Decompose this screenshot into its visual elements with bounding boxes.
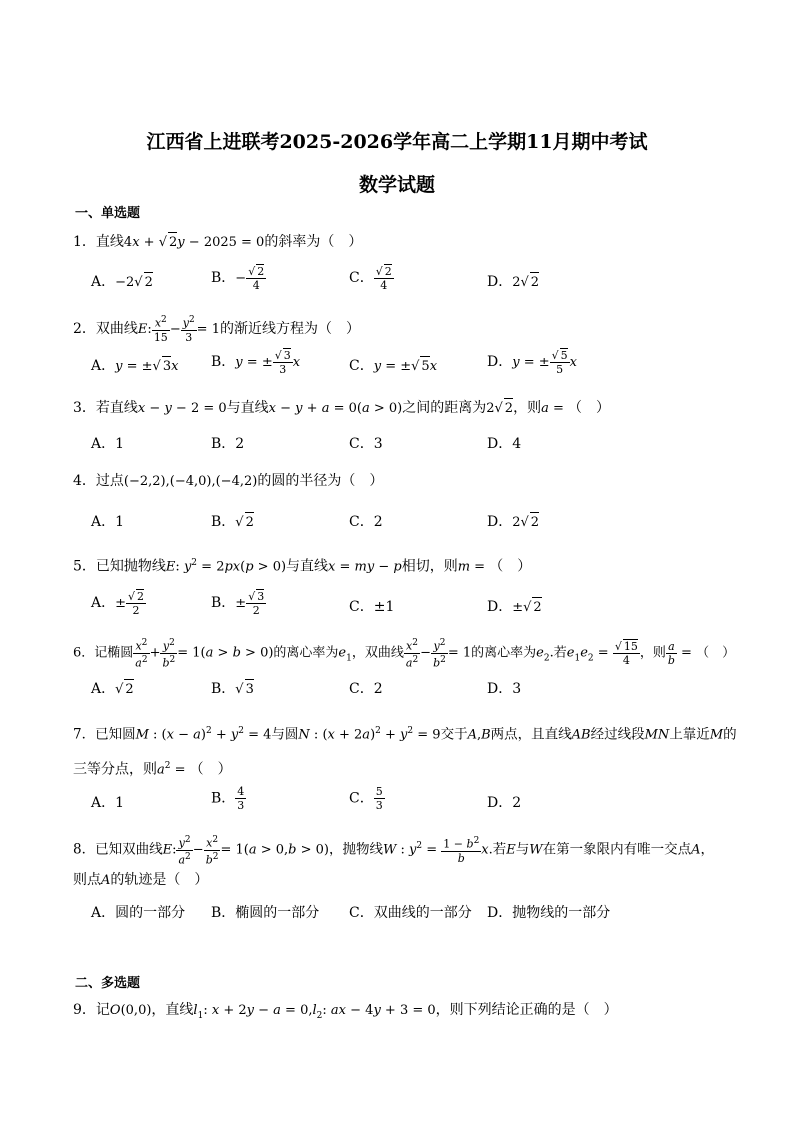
- q3-option-b[interactable]: B．2: [211, 436, 245, 452]
- q4-option-b[interactable]: B．√ 2: [211, 512, 254, 533]
- section-single-choice: 一、单选题: [75, 206, 141, 221]
- q4-option-c[interactable]: C．2: [349, 514, 383, 530]
- q6-option-a[interactable]: A．√ 2: [91, 679, 134, 700]
- q8-option-a[interactable]: A．圆的一部分: [91, 905, 186, 921]
- q8-option-d[interactable]: D．抛物线的一部分: [487, 905, 611, 921]
- q2-option-a[interactable]: A．y = ±√ 3x: [91, 356, 178, 377]
- document-subtitle: 数学试题: [358, 174, 435, 196]
- document-title: 江西省上进联考2025-2026学年高二上学期11月期中考试: [146, 131, 648, 153]
- question-9: 9．记O(0,0)，直线$l_1$: $x + 2y - a = 0,l_2$: ax − 4y + 3 = 0，则下列结论正确的是（ ）: [73, 1002, 618, 1021]
- section-multiple-choice: 二、多选题: [75, 976, 141, 991]
- question-3: 3．若直线x − y − 2 = 0与直线x − y + a = 0(a > 0)之间的距离为2√ 2，则a = （ ）: [73, 398, 610, 419]
- q5-option-b[interactable]: B．± $\frac{√ 3}{2}$: [211, 590, 265, 617]
- q3-option-a[interactable]: A．1: [91, 436, 125, 452]
- q4-option-d[interactable]: D．2√ 2: [487, 512, 539, 533]
- q8-option-b[interactable]: B．椭圆的一部分: [211, 905, 320, 921]
- q5-option-c[interactable]: C．±1: [349, 599, 395, 615]
- q5-option-a[interactable]: A．± $\frac{√ 2}{2}$: [91, 590, 145, 617]
- q7-option-c[interactable]: C． $\frac{5}{3}$: [349, 785, 383, 812]
- q6-option-c[interactable]: C．2: [349, 681, 383, 697]
- question-5: 5．已知抛物线E: $y^2 = 2px(p > 0)$与直线x = my − p相切，则m = （ ）: [73, 558, 532, 575]
- q2-option-c[interactable]: C．y = ±√ 5x: [349, 356, 437, 377]
- q3-option-c[interactable]: C．3: [349, 436, 383, 452]
- q7-option-b[interactable]: B． $\frac{4}{3}$: [211, 785, 245, 812]
- question-8-line-1: 8．已知双曲线E: $\frac{y^2}{a^2}$ − $\frac{x^2}{b^2}$ = 1(a > 0,b > 0)，抛物线W : $y^2$ = $\frac{1 - b^2}{b}$ x.若E与W在第一象限内有唯一交点A，: [73, 835, 715, 867]
- q6-option-d[interactable]: D．3: [487, 681, 522, 697]
- question-7-line-1: 7．已知圆M : $(x - a)^2 + y^2 = 4$与圆N : $(x + 2a)^2 + y^2 = 9$交于A,B两点，且直线AB经过线段MN上靠近M的: [73, 726, 737, 743]
- q3-option-d[interactable]: D．4: [487, 436, 522, 452]
- question-1: 1．直线4x + √ 2y − 2025 = 0的斜率为（ ）: [73, 232, 362, 253]
- question-4: 4．过点(−2,2),(−4,0),(−4,2)的圆的半径为（ ）: [73, 473, 384, 489]
- q2-option-b[interactable]: B．y = ± $\frac{√ 3}{3}$ x: [211, 349, 301, 376]
- q1-option-a[interactable]: A．−2√ 2: [91, 272, 153, 293]
- q5-option-d[interactable]: D．±√ 2: [487, 597, 542, 618]
- question-6: 6．记椭圆 $\frac{x^2}{a^2}$ + $\frac{y^2}{b^2}$ = 1(a > b > 0)的离心率为$e_1$，双曲线 $\frac{x^2}{a^2}$ − $\frac{y^2}{b^2}$ = 1的离心率为$e_2$.若$e_1e_2$ = $\frac{√ 15}{4}$ ，则 $\frac{a}{b}$ = （ ）: [73, 638, 736, 670]
- q1-option-c[interactable]: C． $\frac{√ 2}{4}$: [349, 265, 392, 292]
- q6-option-b[interactable]: B．√ 3: [211, 679, 254, 700]
- q2-option-d[interactable]: D．y = ± $\frac{√ 5}{5}$ x: [487, 349, 578, 376]
- question-7-line-2: 三等分点，则$a^2$ = （ ）: [73, 761, 232, 778]
- question-8-line-2: 则点A的轨迹是（ ）: [73, 872, 209, 888]
- q1-option-d[interactable]: D．2√ 2: [487, 272, 539, 293]
- q7-option-a[interactable]: A．1: [91, 795, 125, 811]
- q7-option-d[interactable]: D．2: [487, 795, 522, 811]
- q1-option-b[interactable]: B．− $\frac{√ 2}{4}$: [211, 265, 265, 292]
- question-2: 2．双曲线E: $\frac{x^2}{15}$ − $\frac{y^2}{3}$ = 1的渐近线方程为（ ）: [73, 315, 360, 344]
- q8-option-c[interactable]: C．双曲线的一部分: [349, 905, 472, 921]
- q4-option-a[interactable]: A．1: [91, 514, 125, 530]
